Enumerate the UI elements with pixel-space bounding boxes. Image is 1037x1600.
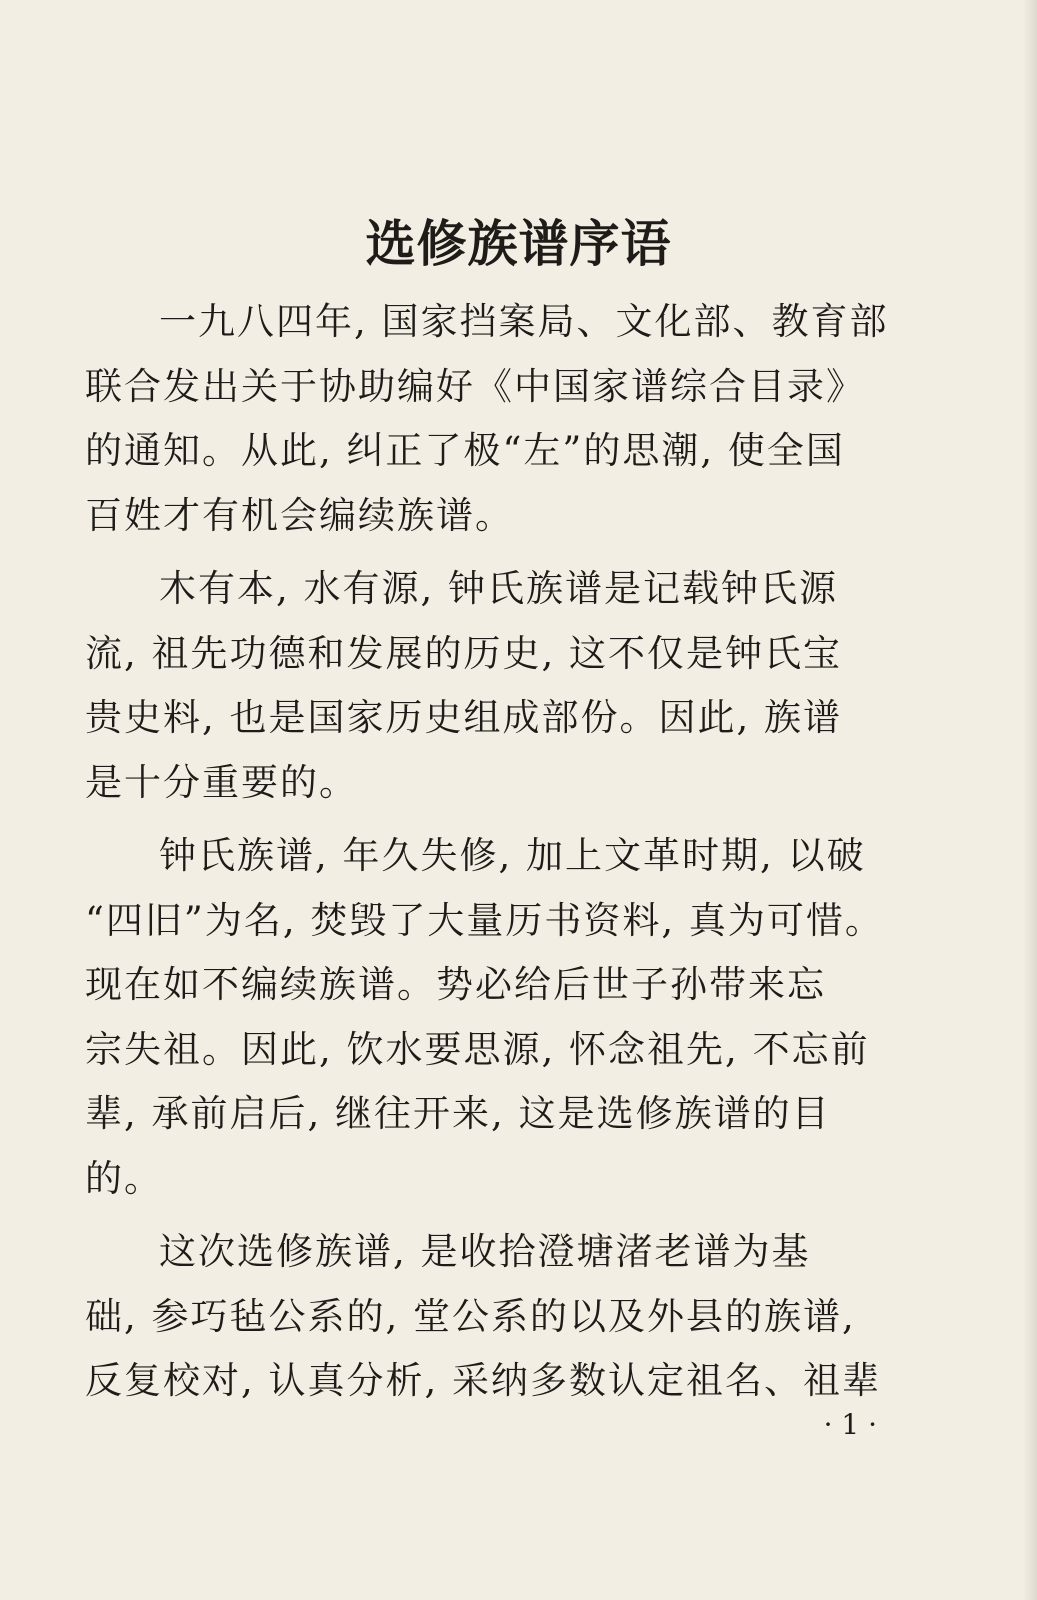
text-line: 木有本, 水有源, 钟氏族谱是记载钟氏源 bbox=[159, 567, 839, 610]
paragraph bbox=[85, 1220, 915, 1414]
text-line: 百姓才有机会编续族谱。 bbox=[85, 493, 514, 537]
paragraph bbox=[85, 557, 915, 815]
paragraph-gap bbox=[85, 815, 915, 824]
text-line: 的。 bbox=[85, 1156, 163, 1200]
text-line: 辈, 承前启后, 继往开来, 这是选修族谱的目 bbox=[85, 1092, 831, 1135]
text-line: 一九八四年, 国家挡案局、文化部、教育部 bbox=[159, 300, 889, 343]
paragraph bbox=[85, 824, 915, 1211]
text-line: 联合发出关于协助编好《中国家谱综合目录》 bbox=[85, 364, 865, 408]
paragraph-gap bbox=[85, 1211, 915, 1220]
page-number: · 1 · bbox=[823, 1408, 877, 1441]
page-title: 选修族谱序语 bbox=[365, 213, 672, 273]
text-line: 础, 参巧毡公系的, 堂公系的以及外县的族谱, bbox=[85, 1294, 856, 1338]
text-line: 宗失祖。因此, 饮水要思源, 怀念祖先, 不忘前 bbox=[85, 1027, 870, 1071]
body-text bbox=[85, 290, 915, 1414]
text-line: 反复校对, 认真分析, 采纳多数认定祖名、祖辈 bbox=[85, 1359, 882, 1402]
text-line: 是十分重要的。 bbox=[85, 760, 358, 804]
paragraph-gap bbox=[85, 548, 915, 557]
text-line: “四旧”为名, 焚毁了大量历书资料, 真为可惜。 bbox=[85, 898, 884, 942]
text-line: 这次选修族谱, 是收拾澄塘渚老谱为基 bbox=[159, 1230, 811, 1273]
text-line: 流, 祖先功德和发展的历史, 这不仅是钟氏宝 bbox=[85, 631, 843, 675]
paragraph bbox=[85, 290, 915, 548]
text-line: 贵史料, 也是国家历史组成部份。因此, 族谱 bbox=[85, 696, 843, 739]
text-line: 钟氏族谱, 年久失修, 加上文革时期, 以破 bbox=[159, 834, 866, 877]
text-line: 的通知。从此, 纠正了极“左”的思潮, 使全国 bbox=[85, 429, 845, 472]
text-line: 现在如不编续族谱。势必给后世子孙带来忘 bbox=[85, 963, 826, 1006]
